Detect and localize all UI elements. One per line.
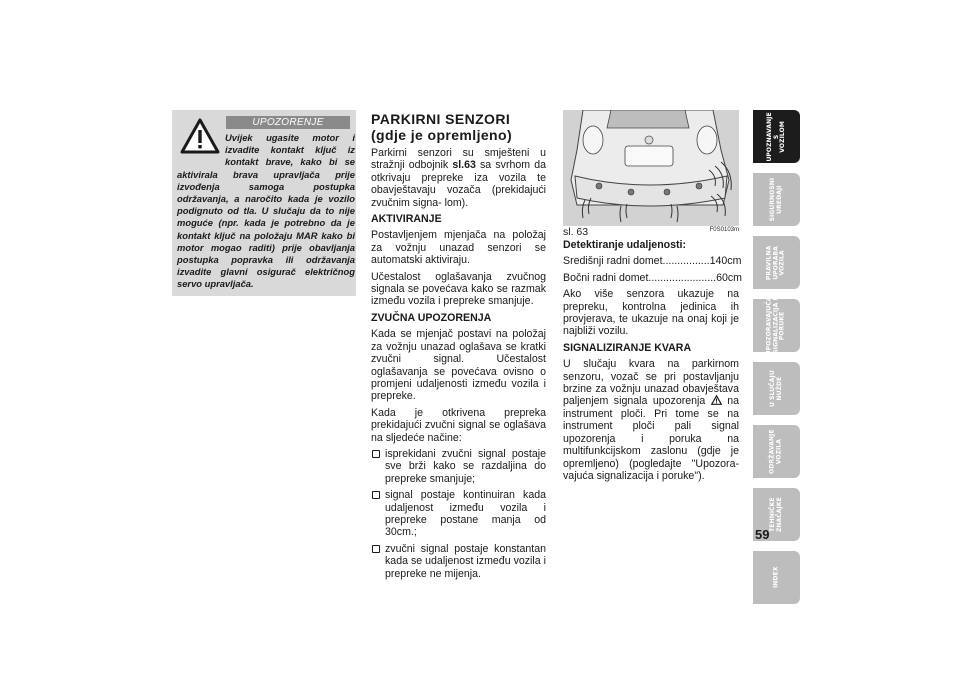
list-item: isprekidani zvučni signal postaje sve brži kako se razdaljina do prepreke smanjuje; bbox=[371, 448, 546, 485]
tab-label: U SLUČAJU NUŽDE bbox=[768, 370, 783, 407]
fault-heading: SIGNALIZIRANJE KVARA bbox=[563, 341, 692, 354]
sound-text: Kada se mjenjač postavi na položaj za vožnju unazad oglašava se kratki zvučni signal. Učestalost oglašavanja se povećava ovisno o promjeni udaljenosti između vozila i prepreke. bbox=[371, 328, 546, 403]
intro-paragraph bbox=[371, 147, 546, 209]
figure-reference: sl.63 bbox=[452, 159, 476, 172]
tab-sigurnosni-uredaji[interactable] bbox=[753, 173, 800, 226]
warning-box bbox=[172, 110, 356, 296]
activation-text: Postavljenjem mjenjača na položaj za vožnju unazad senzori se automatski aktiviraju. bbox=[371, 229, 546, 267]
tab-u-slucaju-nuzde[interactable] bbox=[753, 362, 800, 415]
warning-text: Uvijek ugasite motor i izvadite kontakt ključ iz kontakt brave, kako bi se aktivirala brava upravljača prije izvođenja samoga postupka održavanja, a naročito kada je vozilo podignuto od tla. U slučaju da to nije moguće (npr. kada je potrebno da je kontakt ključ na položaju MAR kako bi motor mogao raditi) prije obavljanja postupka popravka ili održavanja izvadite glavni osigurač električnog servo upravljača. bbox=[177, 132, 355, 290]
list-item: zvučni signal postaje konstantan kada se udaljenost između vozila i prepreke ne mijenja. bbox=[371, 543, 546, 580]
tab-pravilna-uporaba[interactable] bbox=[753, 236, 800, 289]
tab-label: UPOZORAVAJUĆA SIGNALIZACIJA I PORUKE bbox=[765, 295, 786, 356]
tab-label: INDEX bbox=[772, 566, 780, 589]
list-item: signal postaje kontinuiran kada udaljenost između vozila i prepreke postane manja od 30cm.; bbox=[371, 489, 546, 539]
right-column bbox=[563, 239, 742, 486]
multi-sensor-text: Ako više senzora ukazuje na prepreku, kontrolna jedinica ih provjerava, te ukazuje na onaj koji je najbliži vozilu. bbox=[563, 288, 739, 338]
section-title-line1: PARKIRNI SENZORI bbox=[371, 111, 511, 127]
section-title bbox=[371, 111, 546, 143]
tab-label: UPOZNAVANJE S VOZILOM bbox=[765, 111, 786, 162]
figure-caption bbox=[563, 226, 739, 238]
side-range: Bočni radni domet.......................60cm bbox=[563, 271, 742, 284]
fault-text-b: na instrument ploči. Pri tome se na instrument ploči pali signal upozorenja i poruka na multifunkcijskom zaslonu (gdje je opremljeno) (pogledajte "Upozora- vajuća signalizacija i poruke"). bbox=[563, 395, 740, 482]
tab-index[interactable] bbox=[753, 551, 800, 604]
page-number: 59 bbox=[755, 527, 770, 542]
frequency-text: Učestalost oglašavanja zvučnog signala se povećava kako se razmak između vozila i prepreke smanjuje. bbox=[371, 270, 546, 308]
warning-light-icon bbox=[711, 395, 722, 405]
car-rear-illustration bbox=[563, 110, 739, 226]
signal-list bbox=[371, 448, 546, 580]
tab-label: SIGURNOSNI UREĐAJI bbox=[768, 177, 783, 222]
tab-label: ODRŽAVANJE VOZILA bbox=[768, 429, 783, 474]
main-column bbox=[371, 111, 546, 584]
warning-title: UPOZORENJE bbox=[226, 116, 350, 129]
intro-text-a: Parkirni senzori su smješteni u stražnji odbojnik bbox=[371, 147, 546, 172]
fault-text-a: U slučaju kvara na parkirnom senzoru, vozač se pri postavljanju brzine za vožnju unazad obavještava paljenjem signala upozorenja bbox=[563, 358, 739, 408]
intro-text-b: sa svrhom da otkrivaju prepreke iza vozila te obavještavaju vozača (prekidajući zvučnim signa- lom). bbox=[371, 159, 546, 209]
detect-text: Kada je otkrivena prepreka prekidajući zvučni signal se oglašava na sljedeće načine: bbox=[371, 406, 546, 444]
parking-sensor-figure bbox=[563, 110, 739, 226]
activation-heading: AKTIVIRANJE bbox=[371, 213, 442, 226]
tab-odrzavanje-vozila[interactable] bbox=[753, 425, 800, 478]
tab-label: TEHNIČKE ZNAČAJKE bbox=[768, 497, 783, 532]
central-range: Središnji radni domet................140cm bbox=[563, 255, 742, 268]
distances-heading: Detektiranje udaljenosti: bbox=[563, 239, 687, 251]
tab-label: PRAVILNA UPORABA VOZILA bbox=[765, 245, 786, 280]
figure-number: sl. 63 bbox=[563, 226, 589, 238]
section-title-line2: (gdje je opremljeno) bbox=[371, 127, 513, 143]
figure-code: F0S0103m bbox=[709, 227, 739, 233]
sound-heading: ZVUČNA UPOZORENJA bbox=[371, 311, 492, 324]
tab-upozoravajuca-signalizacija[interactable] bbox=[753, 295, 800, 356]
tab-upoznavanje[interactable] bbox=[753, 110, 800, 163]
fault-text bbox=[563, 358, 739, 482]
